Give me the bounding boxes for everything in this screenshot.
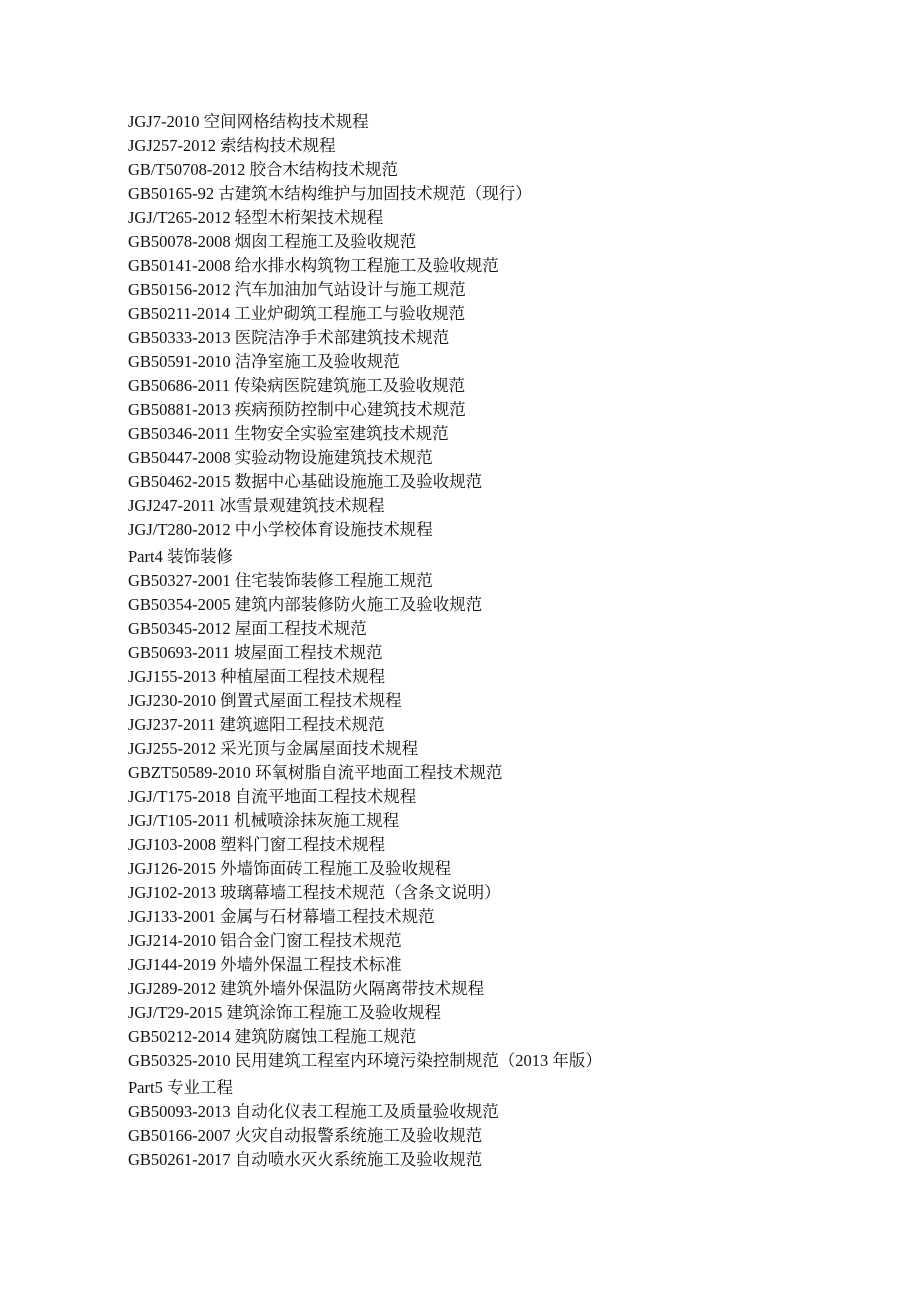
standard-item: GB50325-2010 民用建筑工程室内环境污染控制规范（2013 年版）	[128, 1051, 602, 1070]
standards-list-part5	[128, 1100, 888, 1172]
standard-item: GB50881-2013 疾病预防控制中心建筑技术规范	[128, 400, 466, 419]
standards-list-part3-tail	[128, 110, 888, 542]
standard-item: GB50333-2013 医院洁净手术部建筑技术规范	[128, 328, 450, 347]
section-heading-part4: Part4 装饰装修	[128, 547, 233, 566]
standard-item: GB50693-2011 坡屋面工程技术规范	[128, 643, 383, 662]
standard-item: JGJ103-2008 塑料门窗工程技术规程	[128, 835, 386, 854]
standard-item: JGJ133-2001 金属与石材幕墙工程技术规范	[128, 907, 435, 926]
standard-item: GB50165-92 古建筑木结构维护与加固技术规范（现行）	[128, 184, 532, 203]
standard-item: GB50156-2012 汽车加油加气站设计与施工规范	[128, 280, 466, 299]
standards-list-part4	[128, 569, 888, 1073]
standard-item: JGJ155-2013 种植屋面工程技术规程	[128, 667, 386, 686]
standard-item: GB50686-2011 传染病医院建筑施工及验收规范	[128, 376, 466, 395]
standard-item: JGJ289-2012 建筑外墙外保温防火隔离带技术规程	[128, 979, 485, 998]
standard-item: GB50354-2005 建筑内部装修防火施工及验收规范	[128, 595, 483, 614]
standard-item: JGJ/T175-2018 自流平地面工程技术规程	[128, 787, 417, 806]
standard-item: JGJ214-2010 铝合金门窗工程技术规范	[128, 931, 402, 950]
standard-item: GB50212-2014 建筑防腐蚀工程施工规范	[128, 1027, 417, 1046]
standard-item: JGJ247-2011 冰雪景观建筑技术规程	[128, 496, 385, 515]
standard-item: GB/T50708-2012 胶合木结构技术规范	[128, 160, 398, 179]
standard-item: JGJ/T29-2015 建筑涂饰工程施工及验收规程	[128, 1003, 442, 1022]
document-page	[128, 110, 888, 1172]
standard-item: JGJ/T265-2012 轻型木桁架技术规程	[128, 208, 384, 227]
standard-item: JGJ126-2015 外墙饰面砖工程施工及验收规程	[128, 859, 452, 878]
standard-item: GB50327-2001 住宅装饰装修工程施工规范	[128, 571, 433, 590]
standard-item: GB50462-2015 数据中心基础设施施工及验收规范	[128, 472, 483, 491]
standard-item: GB50346-2011 生物安全实验室建筑技术规范	[128, 424, 449, 443]
standard-item: JGJ237-2011 建筑遮阳工程技术规范	[128, 715, 385, 734]
standard-item: JGJ230-2010 倒置式屋面工程技术规程	[128, 691, 402, 710]
standard-item: GB50141-2008 给水排水构筑物工程施工及验收规范	[128, 256, 499, 275]
standard-item: JGJ/T280-2012 中小学校体育设施技术规程	[128, 520, 433, 539]
standard-item: GBZT50589-2010 环氧树脂自流平地面工程技术规范	[128, 763, 503, 782]
section-heading-part5: Part5 专业工程	[128, 1078, 233, 1097]
standard-item: JGJ/T105-2011 机械喷涂抹灰施工规程	[128, 811, 400, 830]
standard-item: GB50447-2008 实验动物设施建筑技术规范	[128, 448, 433, 467]
standard-item: GB50211-2014 工业炉砌筑工程施工与验收规范	[128, 304, 466, 323]
standard-item: JGJ255-2012 采光顶与金属屋面技术规程	[128, 739, 419, 758]
standard-item: GB50345-2012 屋面工程技术规范	[128, 619, 367, 638]
standard-item: JGJ7-2010 空间网格结构技术规程	[128, 112, 369, 131]
standard-item: JGJ257-2012 索结构技术规程	[128, 136, 336, 155]
standard-item: GB50093-2013 自动化仪表工程施工及质量验收规范	[128, 1102, 499, 1121]
standard-item: GB50078-2008 烟囱工程施工及验收规范	[128, 232, 417, 251]
standard-item: GB50166-2007 火灾自动报警系统施工及验收规范	[128, 1126, 483, 1145]
standard-item: JGJ144-2019 外墙外保温工程技术标准	[128, 955, 402, 974]
standard-item: GB50261-2017 自动喷水灭火系统施工及验收规范	[128, 1150, 483, 1169]
standard-item: GB50591-2010 洁净室施工及验收规范	[128, 352, 400, 371]
standard-item: JGJ102-2013 玻璃幕墙工程技术规范（含条文说明）	[128, 883, 501, 902]
